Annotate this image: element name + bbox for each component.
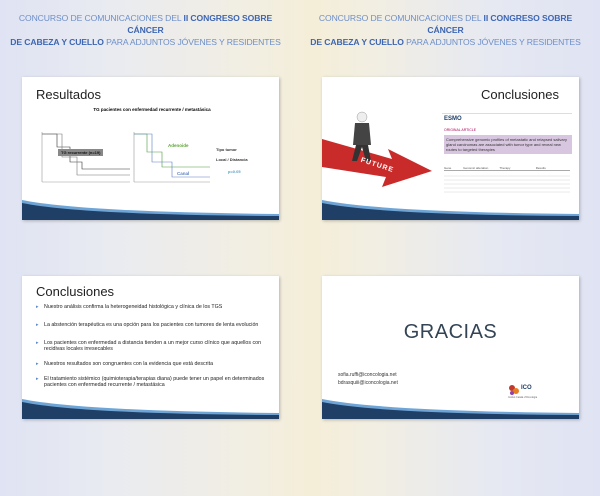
- header-line1-bold: II CONGRESO SOBRE CÁNCER: [127, 13, 273, 35]
- table-header-cell: Results: [535, 166, 546, 170]
- ico-logo-icon: [508, 384, 520, 396]
- label-blue: Canal: [177, 171, 190, 176]
- slide-swoosh: [22, 200, 279, 220]
- article-type: ORIGINAL ARTICLE: [444, 128, 477, 132]
- label-dark: TG recurrente (n=19): [58, 149, 103, 156]
- header-line2-bold: DE CABEZA Y CUELLO: [310, 37, 404, 47]
- bullet-item: ▸ Los pacientes con enfermedad a distancia tienden a un mejor curso clínico que aquellos con recidivas locales irresecables: [36, 340, 276, 353]
- bullet-item: ▸ Nuestros resultados son congruentes con la evidencia que está descrita: [36, 361, 276, 367]
- arrow-text: FUTURE: [359, 156, 395, 175]
- slide-gracias[interactable]: [322, 276, 579, 419]
- header-line1-text: CONCURSO DE COMUNICACIONES DEL: [18, 13, 182, 23]
- slide-title: Conclusiones: [480, 87, 559, 102]
- journal-logo: ESMO: [444, 116, 462, 122]
- email-1: sofia.ruffi@iconcologia.net: [338, 372, 397, 378]
- table-header: [444, 166, 570, 171]
- table-header-cell: Gene: [444, 166, 452, 170]
- slide-conclusiones-bullets[interactable]: [22, 276, 279, 419]
- table-header-cell: Genomic alteration: [463, 166, 489, 170]
- article-preview: [442, 113, 572, 194]
- slide-swoosh: [22, 399, 279, 419]
- article-title: Comprehensive genomic profiles of metastatic and relapsed salivary gland carcinomas are associated with tumor type and reveal new routes to targeted therapies: [444, 135, 572, 154]
- header-line1-text: CONCURSO DE COMUNICACIONES DEL: [318, 13, 482, 23]
- slide-swoosh: [322, 399, 579, 419]
- bullet-item: ▸ Nuestro análisis confirma la heterogeneidad histológica y clínica de los TGS: [36, 304, 276, 310]
- side-text-1: Tipo tumor: [216, 147, 237, 152]
- header-line2-bold: DE CABEZA Y CUELLO: [10, 37, 104, 47]
- logo-subtext: Institut Català d'Oncologia: [508, 396, 538, 399]
- header-left: [3, 12, 288, 48]
- table-header-cell: Therapy: [499, 166, 511, 170]
- logo-text: ICO: [521, 385, 532, 391]
- header-right: [303, 12, 588, 48]
- survival-chart-left: [42, 132, 130, 182]
- header-line1-bold: II CONGRESO SOBRE CÁNCER: [427, 13, 573, 35]
- side-text-2: Local / Distancia: [216, 157, 248, 162]
- chart-title: TG pacientes con enfermedad recurrente / metastásica: [93, 107, 211, 112]
- header-line2-text: PARA ADJUNTOS JÓVENES Y RESIDENTES: [106, 37, 281, 47]
- survival-chart-right: [134, 132, 210, 182]
- bullet-item: ▸ El tratamiento sistémico (quimioterapia/terapias diana) puede tener un papel en determinados pacientes con enfermedad recurrente / metastásica: [36, 376, 276, 389]
- slide-conclusiones-future[interactable]: [322, 77, 579, 220]
- header-line2-text: PARA ADJUNTOS JÓVENES Y RESIDENTES: [406, 37, 581, 47]
- slide-swoosh: [322, 200, 579, 220]
- side-text-3: p=0.05: [228, 169, 241, 174]
- slide-title: GRACIAS: [403, 321, 498, 343]
- label-green: Adenoide: [168, 143, 189, 148]
- slide-title: Conclusiones: [36, 284, 115, 299]
- table-rows: [444, 172, 570, 194]
- email-2: bdrasquiii@iconcologia.net: [338, 380, 398, 386]
- slide-resultados[interactable]: [22, 77, 279, 220]
- bullet-item: ▸ La abstención terapéutica es una opción para los pacientes con tumores de lenta evolución: [36, 322, 276, 328]
- slide-title: Resultados: [36, 87, 102, 102]
- future-arrow-illustration: [322, 99, 442, 209]
